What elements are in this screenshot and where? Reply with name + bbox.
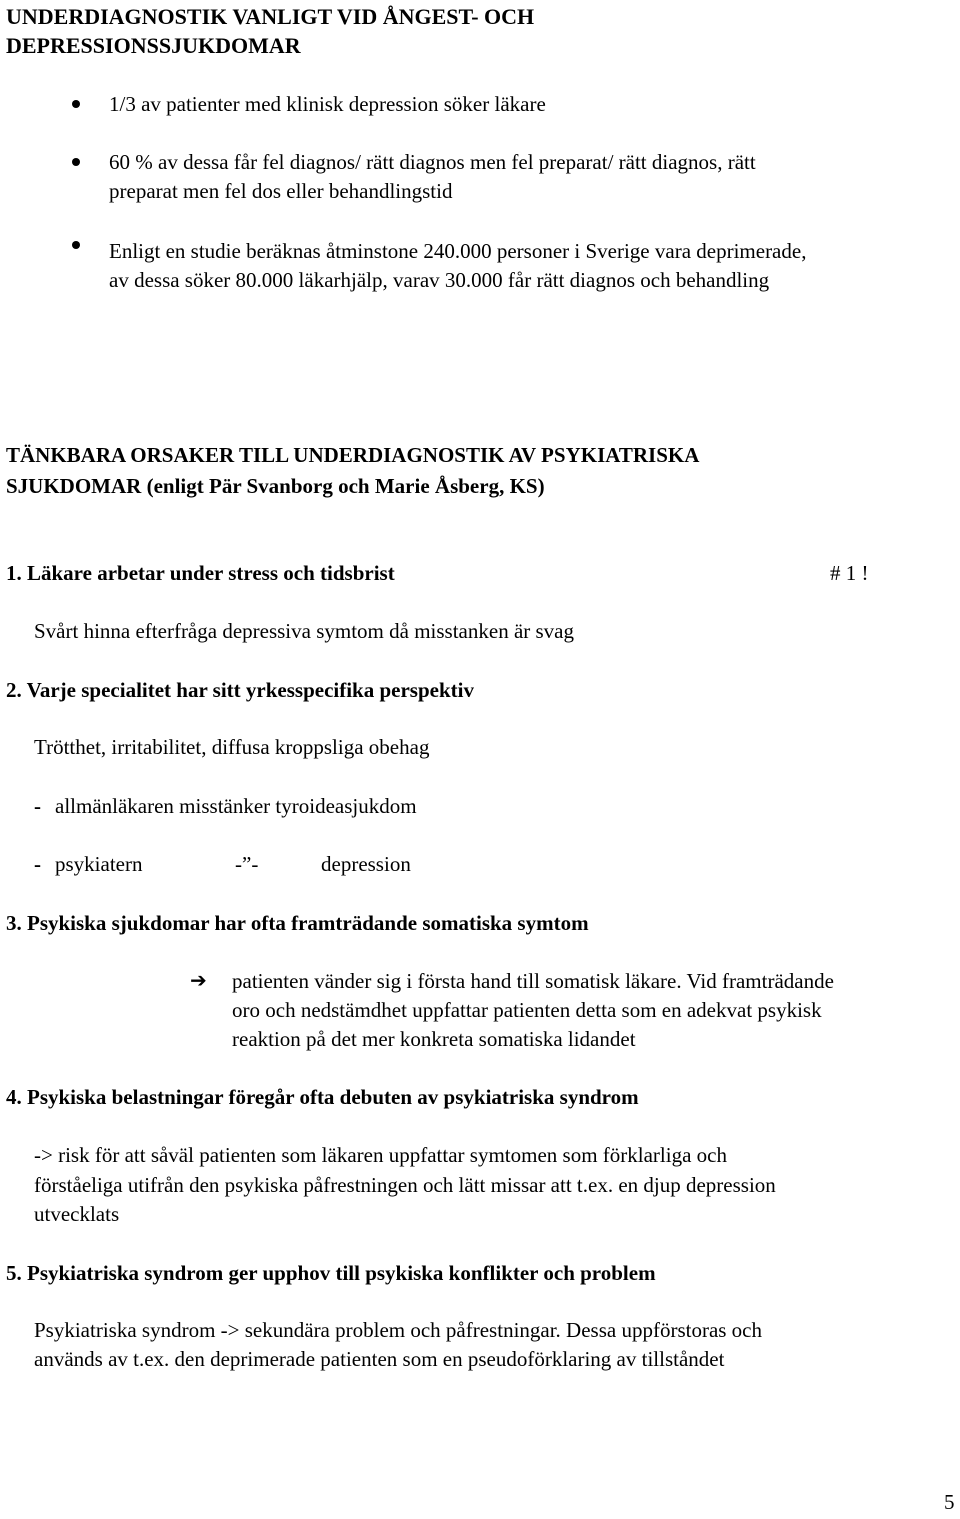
- section1-heading-line2: DEPRESSIONSSJUKDOMAR: [6, 33, 301, 58]
- item1-text: Svårt hinna efterfråga depressiva symtom då misstanken är svag: [34, 619, 575, 643]
- bullet-1-text: 1/3 av patienter med klinisk depression söker läkare: [109, 92, 546, 116]
- item5-line1: Psykiatriska syndrom -> sekundära problem och påfrestningar. Dessa uppförstoras och: [34, 1318, 763, 1342]
- item2-line-b-end: depression: [321, 852, 411, 876]
- item1-title: 1. Läkare arbetar under stress och tidsbrist: [6, 561, 395, 585]
- item4-title: 4. Psykiska belastningar föregår ofta debuten av psykiatriska syndrom: [6, 1085, 639, 1109]
- item3-title: 3. Psykiska sjukdomar har ofta framträdande somatiska symtom: [6, 911, 589, 935]
- item2-line-a-dash: -: [34, 794, 41, 818]
- item2-line-b-dash: -: [34, 852, 41, 876]
- bullet-icon: [72, 100, 80, 108]
- item2-text: Trötthet, irritabilitet, diffusa kroppsliga obehag: [34, 735, 430, 759]
- bullet-2-line1: 60 % av dessa får fel diagnos/ rätt diagnos men fel preparat/ rätt diagnos, rätt: [109, 150, 756, 174]
- bullet-3-line2: av dessa söker 80.000 läkarhjälp, varav 30.000 får rätt diagnos och behandling: [109, 268, 770, 292]
- item1-note: # 1 !: [830, 561, 869, 585]
- item2-title: 2. Varje specialitet har sitt yrkesspecifika perspektiv: [6, 678, 474, 702]
- bullet-icon: [72, 241, 80, 249]
- section2-heading-line2: SJUKDOMAR (enligt Pär Svanborg och Marie Åsberg, KS): [6, 474, 545, 498]
- item3-line1: patienten vänder sig i första hand till somatisk läkare. Vid framträdande: [232, 969, 834, 993]
- item2-line-b-ditto: -”-: [235, 852, 259, 876]
- bullet-3-line1: Enligt en studie beräknas åtminstone 240.000 personer i Sverige vara deprimerade,: [109, 239, 807, 263]
- right-arrow-icon: ➔: [190, 968, 207, 992]
- item4-line3: utvecklats: [34, 1202, 120, 1226]
- section2-heading-line1: TÄNKBARA ORSAKER TILL UNDERDIAGNOSTIK AV PSYKIATRISKA: [6, 443, 700, 467]
- bullet-icon: [72, 158, 80, 166]
- item5-title: 5. Psykiatriska syndrom ger upphov till psykiska konflikter och problem: [6, 1261, 656, 1285]
- section1-heading-line1: UNDERDIAGNOSTIK VANLIGT VID ÅNGEST- OCH: [6, 4, 535, 29]
- item2-line-a: allmänläkaren misstänker tyroideasjukdom: [55, 794, 417, 818]
- item5-line2: används av t.ex. den deprimerade patienten som en pseudoförklaring av tillståndet: [34, 1347, 725, 1371]
- item2-line-b: psykiatern: [55, 852, 143, 876]
- bullet-2-line2: preparat men fel dos eller behandlingstid: [109, 179, 453, 203]
- item4-line2: förståeliga utifrån den psykiska påfrestningen och lätt missar att t.ex. en djup depression: [34, 1173, 776, 1197]
- item3-line2: oro och nedstämdhet uppfattar patienten detta som en adekvat psykisk: [232, 998, 822, 1022]
- item4-line1: -> risk för att såväl patienten som läkaren uppfattar symtomen som förklarliga och: [34, 1143, 727, 1167]
- item3-line3: reaktion på det mer konkreta somatiska lidandet: [232, 1027, 636, 1051]
- page-number: 5: [944, 1490, 955, 1514]
